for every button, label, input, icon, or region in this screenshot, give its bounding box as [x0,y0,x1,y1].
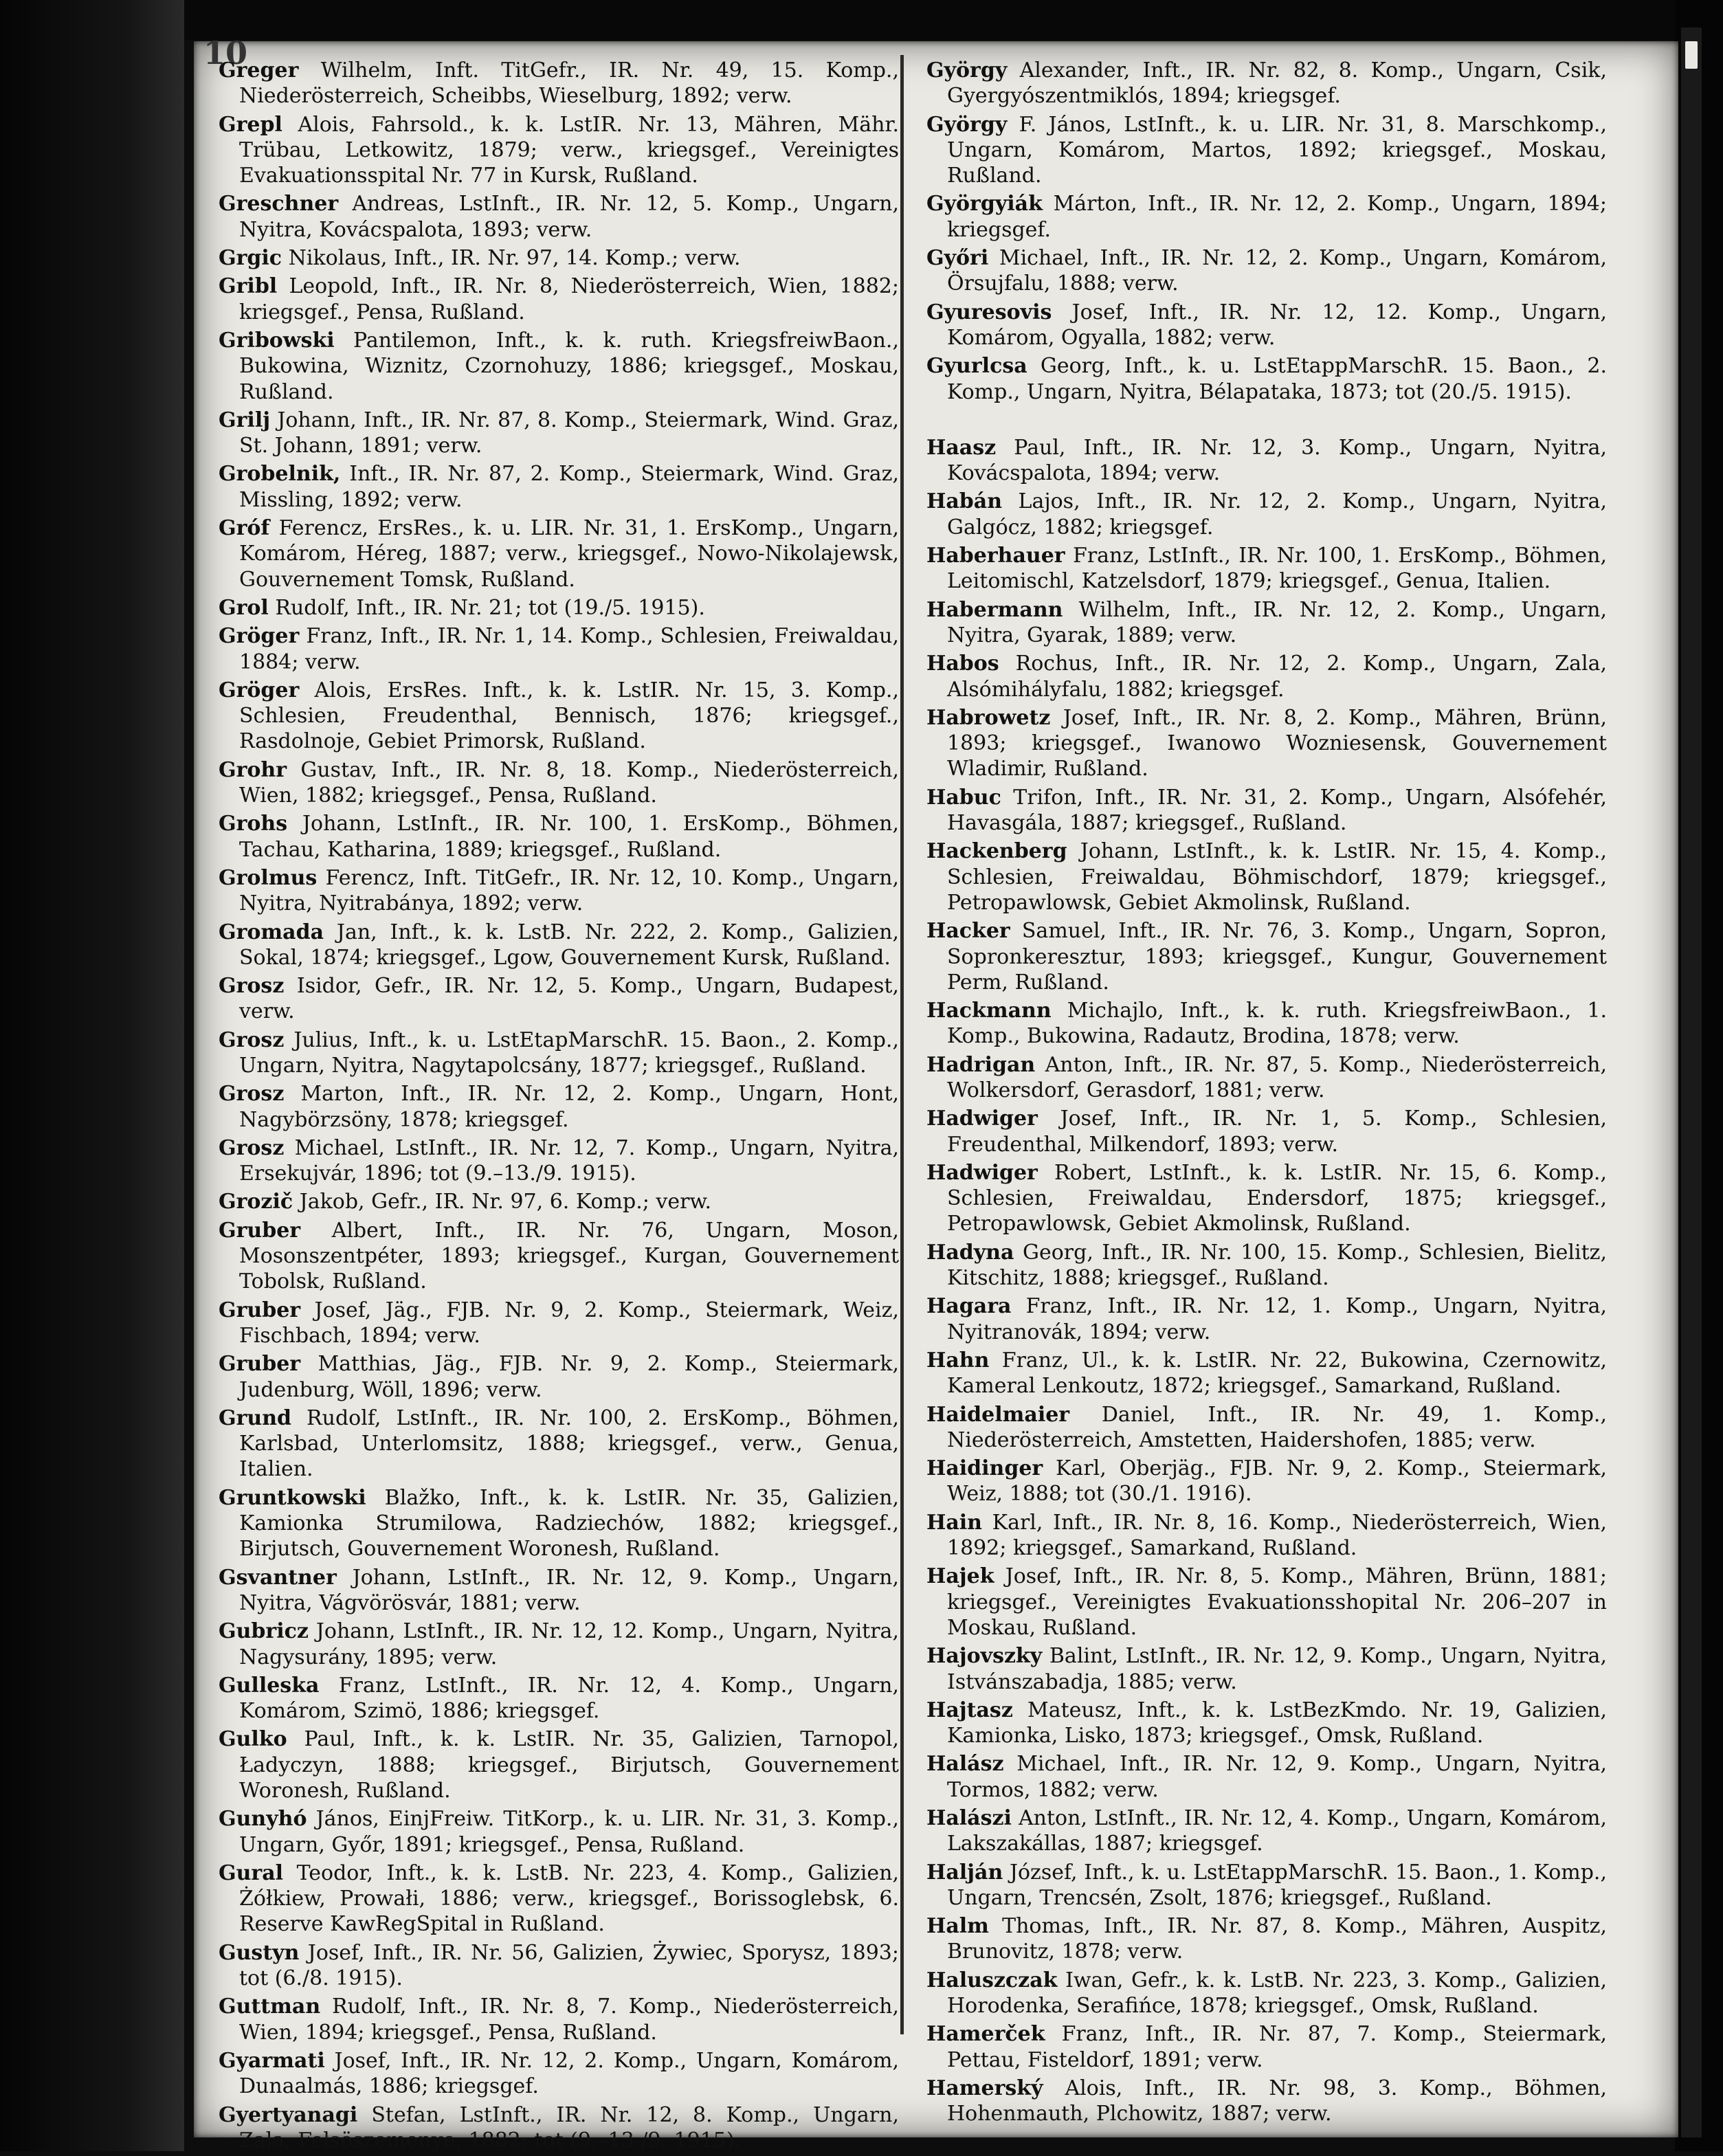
entry [219,245,899,271]
entry-surname: Habermann [926,597,1063,622]
entry [219,1673,899,1724]
entry [219,328,899,405]
entry [926,489,1607,540]
entry-surname: Hain [926,1510,982,1535]
entry [926,1293,1607,1345]
entry-details: Jan, Inft., k. k. LstB. Nr. 222, 2. Komp., Galizien, Sokal, 1874; kriegsgef., Lgow, Gouvernement Kursk, Rußland. [239,920,899,970]
entry-details: Trifon, Inft., IR. Nr. 31, 2. Komp., Ungarn, Alsófehér, Havasgála, 1887; kriegsgef., Rußland. [947,785,1607,836]
entry [219,1806,899,1858]
entry-details: Josef, Inft., IR. Nr. 8, 2. Komp., Mähren, Brünn, 1893; kriegsgef., Iwanowo Wozniesensk, Gouvernement Wladimir, Rußland. [947,705,1607,781]
entry-surname: Győri [926,246,989,271]
entry-surname: Gsvantner [219,1565,337,1590]
entry-surname: Györgyiák [926,192,1043,216]
entry-details: Josef, Inft., IR. Nr. 1, 5. Komp., Schlesien, Freudenthal, Milkendorf, 1893; verw. [947,1107,1607,1157]
entry-surname: Gröger [219,678,300,702]
entry-details: Karl, Oberjäg., FJB. Nr. 9, 2. Komp., Steiermark, Weiz, 1888; tot (30./1. 1916). [947,1456,1607,1507]
entry [926,245,1607,297]
entry-details: Andreas, LstInft., IR. Nr. 12, 5. Komp., Ungarn, Nyitra, Kovácspalota, 1893; verw. [239,192,899,242]
column-divider [900,55,904,2034]
entry [219,1940,899,1992]
entry-details: Alexander, Inft., IR. Nr. 82, 8. Komp., Ungarn, Csik, Gyergyószentmiklós, 1894; kriegsgef. [947,58,1608,109]
entry-details: Ferencz, ErsRes., k. u. LIR. Nr. 31, 1. ErsKomp., Ungarn, Komárom, Héreg, 1887; verw., kriegsgef., Nowo-Nikolajewsk, Gouvernement Tomsk, Rußland. [239,516,899,592]
entry-surname: Hamerček [926,2022,1045,2047]
entry-details: János, EinjFreiw. TitKorp., k. u. LIR. Nr. 31, 3. Komp., Ungarn, Győr, 1891; kriegsgef., Pensa, Rußland. [239,1807,899,1857]
entry [219,1027,899,1079]
entry-details: Stefan, LstInft., IR. Nr. 12, 8. Komp., Ungarn, Zala, Felsöszemenye, 1882; tot (9.–13./9. 1915). [239,2102,899,2153]
entry-details: Michajlo, Inft., k. k. ruth. KriegsfreiwBaon., 1. Komp., Bukowina, Radautz, Brodina, 1878; verw. [947,999,1607,1049]
entry [219,1726,899,1803]
entry [219,515,899,592]
entry-details: Rudolf, Inft., IR. Nr. 8, 7. Komp., Niederösterreich, Wien, 1894; kriegsgef., Pensa, Rußland. [239,1994,899,2045]
entry-details: Blažko, Inft., k. k. LstIR. Nr. 35, Galizien, Kamionka Strumilowa, Radziechów, 1882; kriegsgef., Birjutsch, Gouvernement Woronesh, Rußland. [239,1485,899,1562]
entry-surname: Haluszczak [926,1968,1058,1992]
entry-surname: Grosz [219,1082,285,1107]
entry-surname: Hadwiger [926,1107,1038,1131]
entry [926,1402,1607,1454]
entry-details: Rudolf, Inft., IR. Nr. 21; tot (19./5. 1915). [275,595,705,620]
entry-details: F. János, LstInft., k. u. LIR. Nr. 31, 8. Marschkomp., Ungarn, Komárom, Martos, 1892; kriegsgef., Moskau, Rußland. [947,112,1607,188]
entry-details: Rochus, Inft., IR. Nr. 12, 2. Komp., Ungarn, Zala, Alsómihályfalu, 1882; kriegsgef. [947,652,1607,702]
entry-details: Rudolf, LstInft., IR. Nr. 100, 2. ErsKomp., Böhmen, Karlsbad, Unterlomsitz, 1888; kriegsgef., verw., Genua, Italien. [239,1405,899,1482]
entry-surname: Gromada [219,920,324,944]
entry-details: Josef, Inft., IR. Nr. 12, 12. Komp., Ungarn, Komárom, Ogyalla, 1882; verw. [947,300,1607,350]
entry-details: Matthias, Jäg., FJB. Nr. 9, 2. Komp., Steiermark, Judenburg, Wöll, 1896; verw. [239,1352,899,1402]
entry [219,811,899,863]
entry-surname: Hamerský [926,2076,1043,2100]
entry [926,1348,1607,1399]
entry-details: Michael, Inft., IR. Nr. 12, 2. Komp., Ungarn, Komárom, Örsujfalu, 1888; verw. [947,246,1607,296]
entry [219,1135,899,1187]
entry-details: Lajos, Inft., IR. Nr. 12, 2. Komp., Ungarn, Nyitra, Galgócz, 1882; kriegsgef. [947,489,1607,540]
entry-surname: Gröger [219,624,300,649]
entry [926,1564,1607,1641]
entry-details: Franz, Inft., IR. Nr. 1, 14. Komp., Schlesien, Freiwaldau, 1884; verw. [239,624,899,674]
entry-details: Johann, LstInft., IR. Nr. 12, 9. Komp., Ungarn, Nyitra, Vágvörösvár, 1881; verw. [239,1565,899,1615]
entry-surname: Grosz [219,1027,285,1052]
entry [926,1805,1607,1857]
entry [219,274,899,325]
entry-surname: Grohs [219,812,288,836]
entry-surname: Gribowski [219,328,335,353]
entry [219,191,899,243]
entry-details: Alois, Fahrsold., k. k. LstIR. Nr. 13, Mähren, Mähr. Trübau, Letkowitz, 1879; verw., kriegsgef., Vereinigtes Evakuationsspital Nr. 77 in Kursk, Rußland. [239,112,899,188]
entry-surname: Hadwiger [926,1160,1038,1185]
entry-details: Ferencz, Inft. TitGefr., IR. Nr. 12, 10. Komp., Ungarn, Nyitra, Nyitrabánya, 1892; verw. [239,865,899,916]
document-page [194,34,1678,2153]
entry-surname: Gulko [219,1727,287,1752]
entry-surname: Hackmann [926,999,1052,1023]
entry-details: Franz, LstInft., IR. Nr. 12, 4. Komp., Ungarn, Komárom, Szimö, 1886; kriegsgef. [239,1673,899,1724]
entry-details: Josef, Inft., IR. Nr. 12, 2. Komp., Ungarn, Komárom, Dunaalmás, 1886; kriegsgef. [239,2048,899,2099]
entry-surname: Gyuresovis [926,300,1052,324]
entry [926,1160,1607,1237]
entry-details: Leopold, Inft., IR. Nr. 8, Niederösterreich, Wien, 1882; kriegsgef., Pensa, Rußland. [239,274,899,324]
entry-details: Mateusz, Inft., k. k. LstBezKmdo. Nr. 19, Galizien, Kamionka, Lisko, 1873; kriegsgef., Omsk, Rußland. [947,1698,1607,1748]
scan-edge-top [0,0,1723,40]
entry-details: Franz, Ul., k. k. LstIR. Nr. 22, Bukowina, Czernowitz, Kameral Lenkoutz, 1872; kriegsgef., Samarkand, Rußland. [947,1348,1607,1399]
entry [219,920,899,971]
entry-details: Pantilemon, Inft., k. k. ruth. KriegsfreiwBaon., Bukowina, Wiznitz, Czornohuzy, 1886; kriegsgef., Moskau, Rußland. [239,328,899,404]
entry-details: Samuel, Inft., IR. Nr. 76, 3. Komp., Ungarn, Sopron, Sopronkeresztur, 1893; kriegsgef., Kungur, Gouvernement Perm, Rußland. [947,919,1607,994]
entry-surname: Hahn [926,1348,990,1372]
entry-surname: Hadyna [926,1240,1014,1265]
entry [926,58,1607,109]
entry [926,353,1607,405]
entry-surname: Habán [926,489,1003,514]
entry [219,58,899,109]
entry [219,1218,899,1295]
entry [926,1456,1607,1507]
entry-details: József, Inft., k. u. LstEtappMarschR. 15. Baon., 1. Komp., Ungarn, Trencsén, Zsolt, 1876; kriegsgef., Rußland. [947,1860,1607,1910]
entry [926,998,1607,1049]
entry-surname: Halászi [926,1806,1012,1830]
entry [219,408,899,459]
entry-details: Inft., IR. Nr. 87, 2. Komp., Steiermark, Wind. Graz, Missling, 1892; verw. [239,462,899,512]
entry-details: Gustav, Inft., IR. Nr. 8, 18. Komp., Niederösterreich, Wien, 1882; kriegsgef., Pensa, Rußland. [239,757,899,808]
entry-details: Márton, Inft., IR. Nr. 12, 2. Komp., Ungarn, 1894; kriegsgef. [947,192,1607,242]
entry-surname: Habos [926,652,999,676]
entry [926,838,1607,915]
entry-details: Johann, Inft., IR. Nr. 87, 8. Komp., Steiermark, Wind. Graz, St. Johann, 1891; verw. [239,408,899,458]
entry [219,1565,899,1616]
entry-details: Michael, LstInft., IR. Nr. 12, 7. Komp., Ungarn, Nyitra, Ersekujvár, 1896; tot (9.–13./9. 1915). [239,1135,899,1186]
entry-details: Johann, LstInft., k. k. LstIR. Nr. 15, 4. Komp., Schlesien, Freiwaldau, Böhmischdorf, 1879; kriegsgef., Petropawlowsk, Gebiet Akmolinsk, Rußland. [947,839,1607,915]
entry [219,2048,899,2100]
entry [926,435,1607,487]
entry [926,1751,1607,1803]
entry-surname: Gruber [219,1218,301,1243]
entry-surname: Grozič [219,1190,293,1214]
entry-surname: Hajek [926,1564,994,1589]
entry-surname: Gyarmati [219,2048,325,2073]
entry-details: Alois, Inft., IR. Nr. 98, 3. Komp., Böhmen, Hohenmauth, Plchowitz, 1887; verw. [947,2076,1607,2126]
entry-details: Julius, Inft., k. u. LstEtapMarschR. 15. Baon., 2. Komp., Ungarn, Nyitra, Nagytapolcsány, 1877; kriegsgef., Rußland. [239,1027,900,1078]
entry [926,651,1607,702]
entry-details: Wilhelm, Inft. TitGefr., IR. Nr. 49, 15. Komp., Niederösterreich, Scheibbs, Wieselburg, 1892; verw. [239,58,899,109]
entry-details: Isidor, Gefr., IR. Nr. 12, 5. Komp., Ungarn, Budapest, verw. [239,974,899,1024]
entry [926,300,1607,351]
entry-details: Jakob, Gefr., IR. Nr. 97, 6. Komp.; verw. [299,1190,712,1214]
entry-details: Anton, Inft., IR. Nr. 87, 5. Komp., Niederösterreich, Wolkersdorf, Gerasdorf, 1881; verw. [947,1052,1607,1102]
entry-details: Anton, LstInft., IR. Nr. 12, 4. Komp., Ungarn, Komárom, Lakszakállas, 1887; kriegsgef. [947,1806,1607,1856]
entry-surname: Halász [926,1752,1004,1777]
entry-details: Josef, Jäg., FJB. Nr. 9, 2. Komp., Steiermark, Weiz, Fischbach, 1894; verw. [239,1298,899,1348]
entry [926,1240,1607,1291]
entry-surname: Habrowetz [926,705,1051,730]
entry [219,1298,899,1349]
entry-details: Johann, LstInft., IR. Nr. 12, 12. Komp., Ungarn, Nyitra, Nagysurány, 1895; verw. [239,1619,899,1669]
entry-details: Franz, LstInft., IR. Nr. 100, 1. ErsKomp., Böhmen, Leitomischl, Katzelsdorf, 1879; kriegsgef., Genua, Italien. [947,544,1607,594]
entry-details: Franz, Inft., IR. Nr. 12, 1. Komp., Ungarn, Nyitra, Nyitranovák, 1894; verw. [947,1294,1607,1344]
entry-details: Marton, Inft., IR. Nr. 12, 2. Komp., Ungarn, Hont, Nagybörzsöny, 1878; kriegsgef. [239,1082,900,1132]
entry-surname: Gróf [219,516,270,541]
entry [219,865,899,917]
entry-surname: Gubricz [219,1619,309,1644]
entry [219,1994,899,2045]
entry-surname: Gural [219,1860,284,1885]
entry-surname: Grolmus [219,865,318,890]
entry-details: Johann, LstInft., IR. Nr. 100, 1. ErsKomp., Böhmen, Tachau, Katharina, 1889; kriegsgef., Rußland. [239,812,899,862]
entry [219,1081,899,1133]
entry-details: Georg, Inft., IR. Nr. 100, 15. Komp., Schlesien, Bielitz, Kitschitz, 1888; kriegsgef., Rußland. [947,1240,1607,1291]
entry-surname: Grgic [219,246,282,271]
entry-details: Georg, Inft., k. u. LstEtappMarschR. 15. Baon., 2. Komp., Ungarn, Nyitra, Bélapataka, 1873; tot (20./5. 1915). [947,354,1607,404]
entry-surname: Grosz [219,1135,285,1160]
entry-details: Nikolaus, Inft., IR. Nr. 97, 14. Komp.; verw. [288,246,741,271]
entry-surname: Gulleska [219,1673,320,1698]
entry-surname: Guttman [219,1994,321,2019]
entry [219,1405,899,1482]
entry-surname: Gunyhó [219,1807,307,1832]
entry [219,461,899,513]
entry-surname: Gyertyanagi [219,2102,358,2127]
entry [926,1052,1607,1104]
entry [926,597,1607,649]
entry-details: Josef, Inft., IR. Nr. 8, 5. Komp., Mähren, Brünn, 1881; kriegsgef., Vereinigtes Evakuationsshopital Nr. 206–207 in Moskau, Rußland. [947,1564,1607,1640]
entry-surname: Gruber [219,1298,301,1322]
entry-surname: Haasz [926,435,997,460]
scan-binding-strip [1681,27,1702,2137]
entry-surname: Grund [219,1405,292,1430]
entry-details: Alois, ErsRes. Inft., k. k. LstIR. Nr. 15, 3. Komp., Schlesien, Freudenthal, Bennisch, 1876; kriegsgef., Rasdolnoje, Gebiet Primorsk, Rußland. [239,678,899,754]
entry [219,1351,899,1403]
entry-surname: Hagara [926,1294,1012,1319]
entry-details: Thomas, Inft., IR. Nr. 87, 8. Komp., Mähren, Auspitz, Brunovitz, 1878; verw. [947,1914,1607,1964]
entry-surname: Gustyn [219,1940,300,1965]
entry-details: Albert, Inft., IR. Nr. 76, Ungarn, Moson, Mosonszentpéter, 1893; kriegsgef., Kurgan, Gouvernement Tobolsk, Rußland. [239,1218,899,1294]
entry [219,1189,899,1214]
entry [926,2076,1607,2127]
entry-surname: Grol [219,595,269,620]
entry-details: Paul, Inft., IR. Nr. 12, 3. Komp., Ungarn, Nyitra, Kovácspalota, 1894; verw. [947,435,1607,486]
entry-surname: Hajovszky [926,1644,1043,1669]
entry [926,1698,1607,1749]
entry [219,2102,899,2154]
entry [219,1485,899,1562]
entry-surname: Habuc [926,785,1001,810]
entry [926,1106,1607,1157]
entry [219,1619,899,1670]
entry-surname: Gyurlcsa [926,354,1027,379]
entry-surname: Grohr [219,757,287,782]
entry-details: Franz, Inft., IR. Nr. 87, 7. Komp., Steiermark, Pettau, Fisteldorf, 1891; verw. [947,2022,1607,2072]
entry [219,1860,899,1937]
entry [926,191,1607,243]
entry-surname: Greger [219,58,299,82]
entry-surname: Haidinger [926,1456,1043,1481]
entry-surname: Hadrigan [926,1052,1036,1077]
entry-surname: Gruntkowski [219,1485,366,1510]
entry [219,623,899,675]
entry-surname: Haidelmaier [926,1402,1070,1427]
entry [926,1860,1607,1911]
entry [219,678,899,755]
entry-surname: Haberhauer [926,544,1065,568]
entry-surname: Hacker [926,919,1010,944]
entry-surname: Grosz [219,974,285,999]
entry-surname: Grobelnik, [219,462,341,487]
entry-details: Iwan, Gefr., k. k. LstB. Nr. 223, 3. Komp., Galizien, Horodenka, Serafińce, 1878; kriegsgef., Omsk, Rußland. [947,1968,1607,2019]
scan-edge-left [0,0,184,2151]
entry-surname: Grilj [219,408,271,432]
section-gap [926,408,1607,435]
entry-details: Karl, Inft., IR. Nr. 8, 16. Komp., Niederösterreich, Wien, 1892; kriegsgef., Samarkand, Rußland. [947,1510,1608,1561]
entry-surname: György [926,112,1008,137]
entry [926,705,1607,782]
right-column [926,58,1607,2130]
entry-details: Teodor, Inft., k. k. LstB. Nr. 223, 4. Komp., Galizien, Żółkiew, Prowałi, 1886; verw., kriegsgef., Borissoglebsk, 6. Reserve KawRegSpital in Rußland. [239,1860,899,1937]
entry [219,112,899,189]
entry [219,757,899,809]
scan-binding-mark [1685,41,1698,69]
entry [926,1968,1607,2019]
entry [926,785,1607,836]
entry-details: Robert, LstInft., k. k. LstIR. Nr. 15, 6. Komp., Schlesien, Freiwaldau, Endersdorf, 1875; kriegsgef., Petropawlowsk, Gebiet Akmolinsk, Rußland. [947,1160,1607,1236]
entry-surname: Hackenberg [926,839,1067,864]
entry-details: Balint, LstInft., IR. Nr. 12, 9. Komp., Ungarn, Nyitra, Istvánszabadja, 1885; verw. [947,1644,1607,1694]
entry-surname: Greschner [219,192,339,216]
entry-surname: Gruber [219,1352,301,1377]
entry [926,1643,1607,1695]
entry [926,1510,1607,1562]
entry [926,1913,1607,1965]
page-number: 10 [203,34,248,71]
entry-details: Michael, Inft., IR. Nr. 12, 9. Komp., Ungarn, Nyitra, Tormos, 1882; verw. [947,1752,1607,1802]
entry-details: Josef, Inft., IR. Nr. 56, Galizien, Żywiec, Sporysz, 1893; tot (6./8. 1915). [239,1940,899,1991]
entry-surname: György [926,58,1008,82]
entry-details: Daniel, Inft., IR. Nr. 49, 1. Komp., Niederösterreich, Amstetten, Haidershofen, 1885; verw. [947,1402,1607,1452]
entry [926,543,1607,594]
entry [219,595,899,621]
entry [926,2021,1607,2073]
entry [926,112,1607,189]
entry-surname: Hajtasz [926,1698,1013,1722]
entry-surname: Grepl [219,112,282,137]
entry-surname: Gribl [219,274,278,299]
entry-surname: Halján [926,1860,1003,1885]
entry-surname: Halm [926,1914,989,1939]
entry [926,918,1607,995]
entry-details: Wilhelm, Inft., IR. Nr. 12, 2. Komp., Ungarn, Nyitra, Gyarak, 1889; verw. [947,597,1607,647]
left-column [219,58,899,2156]
entry [219,973,899,1025]
entry-details: Paul, Inft., k. k. LstIR. Nr. 35, Galizien, Tarnopol, Ładyczyn, 1888; kriegsgef., Birjutsch, Gouvernement Woronesh, Rußland. [239,1727,899,1803]
